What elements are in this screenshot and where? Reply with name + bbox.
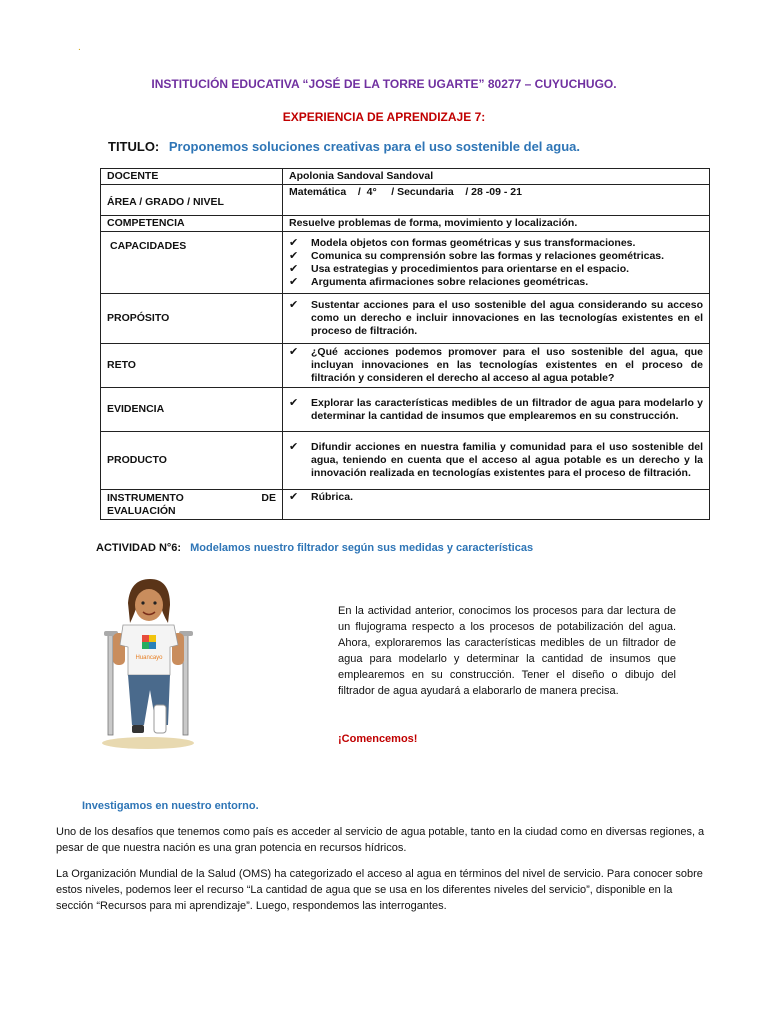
list-item: ✔ Usa estrategias y procedimientos para orientarse en el espacio. <box>289 262 630 275</box>
proposito-label: PROPÓSITO <box>101 294 283 344</box>
activity-value: Modelamos nuestro filtrador según sus medidas y características <box>190 542 534 554</box>
instrumento-label: INSTRUMENTO DE EVALUACIÓN <box>101 490 283 520</box>
producto-value: ✔ Difundir acciones en nuestra familia y comunidad para el uso sostenible del agua, teniendo en cuenta que el acceso al agua potable es un derecho y la innovación realizada en tecnologías existentes para el proceso de filtración. <box>289 441 703 479</box>
activity-label: ACTIVIDAD N°6: <box>96 542 182 554</box>
check-icon: ✔ <box>289 275 299 288</box>
docente-value: Apolonia Sandoval Sandoval <box>283 169 710 185</box>
area-label: ÁREA / GRADO / NIVEL <box>101 185 283 216</box>
shirt-text: Huancayo <box>135 655 163 661</box>
check-icon: ✔ <box>289 262 299 275</box>
table-row <box>101 232 710 294</box>
producto-label: PRODUCTO <box>101 432 283 490</box>
check-icon: ✔ <box>289 299 299 311</box>
table-row <box>101 432 710 490</box>
reto-value: ✔ ¿Qué acciones podemos promover para el uso sostenible del agua, que incluyan innovaciones en las tecnologías existentes en el proceso de filtración y consideren el derecho al acceso al agua potable? <box>289 346 703 384</box>
competencia-label: COMPETENCIA <box>101 216 283 232</box>
title-label: TITULO: <box>108 139 160 154</box>
investigate-paragraph-1: Uno de los desafíos que tenemos como país es acceder al servicio de agua potable, tanto en la ciudad como en diversas regiones, a pesar de que nuestra nación es una gran potencia en recursos hídricos. <box>56 826 705 854</box>
table-row <box>101 216 710 232</box>
check-icon: ✔ <box>289 236 299 249</box>
area-value: Matemática / 4° / Secundaria / 28 -09 - 21 <box>283 185 710 216</box>
evidencia-label: EVIDENCIA <box>101 388 283 432</box>
check-icon: ✔ <box>289 441 299 453</box>
reto-label: RETO <box>101 344 283 388</box>
list-item: ✔ Comunica su comprensión sobre las formas y relaciones geométricas. <box>289 249 665 262</box>
investigate-paragraph-2: La Organización Mundial de la Salud (OMS) ha categorizado el acceso al agua en términos del nivel de servicio. Para conocer sobre estos niveles, podemos leer el recurso “La cantidad de agua que se usa en los diferentes niveles del servicio”, disponible en la sección “Recursos para mi aprendizaje”. Luego, respondemos las interrogantes. <box>56 868 703 912</box>
list-item: ✔ Modela objetos con formas geométricas y sus transformaciones. <box>289 236 636 249</box>
start-callout: ¡Comencemos! <box>338 733 418 745</box>
evidencia-value: ✔ Explorar las características medibles de un filtrador de agua para modelarlo y determinar la cantidad de insumos que emplearemos en su construcción. <box>289 396 703 422</box>
check-icon: ✔ <box>289 249 299 262</box>
check-icon: ✔ <box>289 396 299 409</box>
competencia-value: Resuelve problemas de forma, movimiento y localización. <box>283 216 710 232</box>
institution-name: INSTITUCIÓN EDUCATIVA “JOSÉ DE LA TORRE UGARTE” 80277 – CUYUCHUGO. <box>151 77 617 91</box>
header-marker: . <box>78 42 81 53</box>
table-row <box>101 169 710 185</box>
table-row <box>101 344 710 388</box>
docente-label: DOCENTE <box>101 169 283 185</box>
table-row <box>101 294 710 344</box>
table-row <box>101 490 710 520</box>
investigate-heading: Investigamos en nuestro entorno. <box>82 800 259 812</box>
experience-heading: EXPERIENCIA DE APRENDIZAJE 7: <box>282 110 486 124</box>
table-row <box>101 185 710 216</box>
check-icon: ✔ <box>289 346 299 358</box>
title-value: Proponemos soluciones creativas para el uso sostenible del agua. <box>168 139 580 154</box>
student-crutches-illustration <box>98 575 198 750</box>
capacidades-label: CAPACIDADES <box>101 232 283 294</box>
info-table <box>100 168 710 520</box>
table-row <box>101 388 710 432</box>
capacidades-list <box>283 232 710 294</box>
proposito-value: ✔ Sustentar acciones para el uso sostenible del agua considerando su acceso como un derecho e incluir innovaciones en las tecnologías existentes en el proceso de filtración. <box>289 299 703 337</box>
page-title <box>108 139 580 154</box>
activity-heading <box>96 542 533 554</box>
check-icon: ✔ <box>289 491 299 503</box>
list-item: ✔ Argumenta afirmaciones sobre relaciones geométricas. <box>289 275 589 288</box>
instrumento-value: ✔ Rúbrica. <box>289 491 354 503</box>
intro-paragraph: En la actividad anterior, conocimos los procesos para dar lectura de un flujograma respecto a los procesos de potabilización del agua. Ahora, exploraremos las características medibles de un filtrador de agua para modelarlo y determinar la cantidad de insumos que emplearemos en su construcción. Tener el diseño o dibujo del filtrador de agua ayudará a elaborarlo de manera precisa. <box>338 605 676 697</box>
